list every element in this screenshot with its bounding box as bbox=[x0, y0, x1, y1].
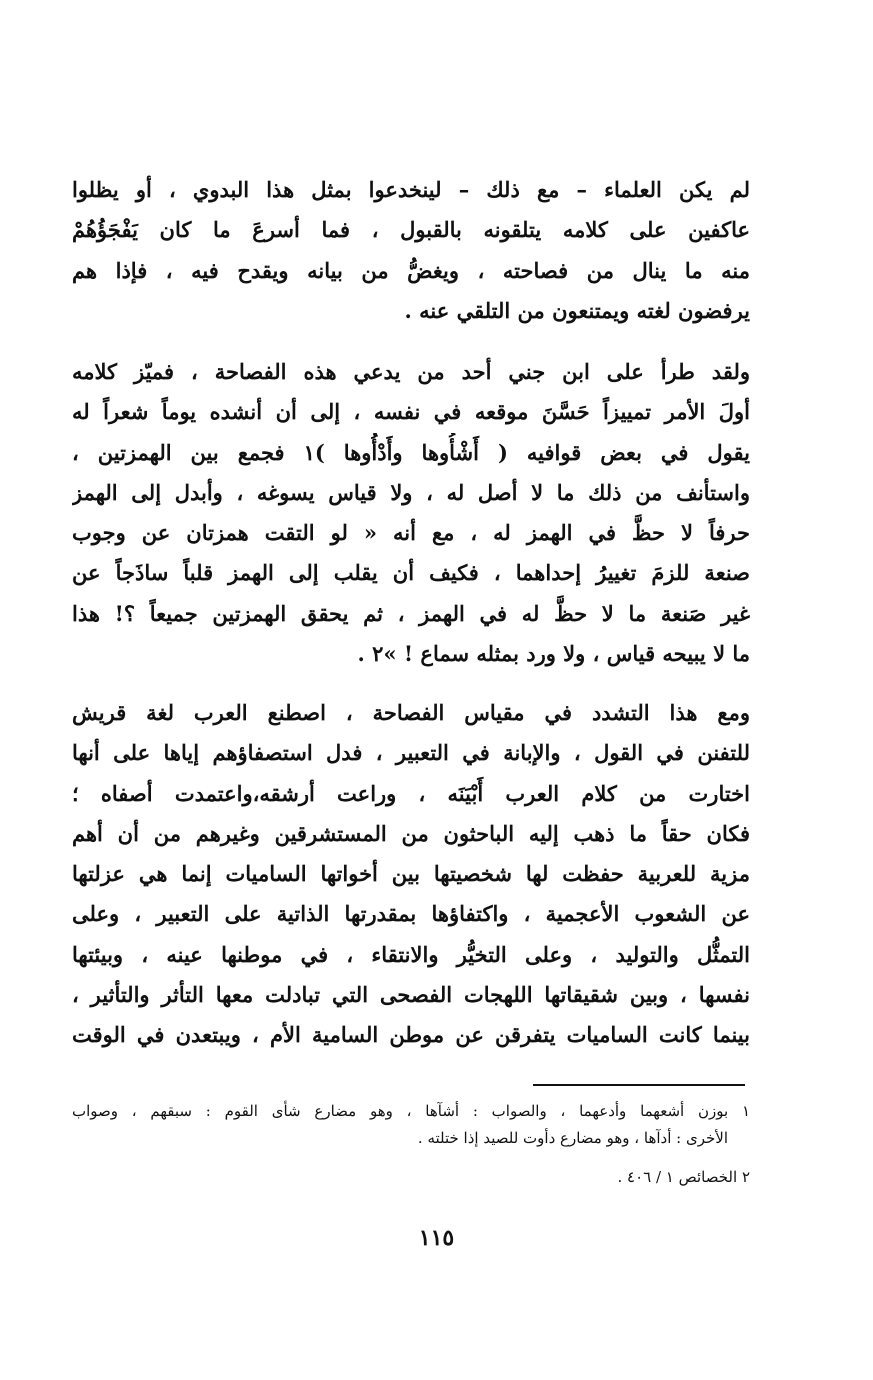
paragraph-1 bbox=[72, 170, 750, 331]
text-line: بينما كانت الساميات يتفرقن عن موطن السامية الأم ، ويبتعدن في الوقت bbox=[72, 1022, 750, 1048]
text-line: عاكفين على كلامه يتلقونه بالقبول ، فما أسرعَ ما كان يَفْجَؤُهُمْ bbox=[72, 217, 750, 243]
text-line: للتفنن في القول ، والإبانة في التعبير ، فدل استصفاؤهم إياها على أنها bbox=[72, 740, 750, 766]
text-line: التمثُّل والتوليد ، وعلى التخيُّر والانتقاء ، في موطنها عينه ، وبيئتها bbox=[72, 941, 750, 967]
text-line: مزية للعربية حفظت لها شخصيتها بين أخواتها الساميات إنما هي عزلتها bbox=[72, 861, 750, 887]
text-line: صنعة للزمَ تغييرُ إحداهما ، فكيف أن يقلب إلى الهمز قلباً ساذَجاً عن bbox=[72, 560, 750, 586]
text-line: عن الشعوب الأعجمية ، واكتفاؤها بمقدرتها الذاتية على التعبير ، وعلى bbox=[72, 901, 750, 927]
paragraph-3 bbox=[72, 693, 750, 1056]
text-line: لم يكن العلماء – مع ذلك – لينخدعوا بمثل هذا البدوي ، أو يظلوا bbox=[72, 177, 750, 202]
text-line: نفسها ، وبين شقيقاتها اللهجات الفصحى التي تبادلت معها التأثر والتأثير ، bbox=[72, 982, 750, 1008]
text-line: غير صَنعة ما لا حظَّ له في الهمز ، ثم يحقق الهمزتين جميعاً ؟! هذا bbox=[72, 600, 750, 626]
text-line: أولَ الأمر تمييزاً حَسَّنَ موقعه في نفسه ، إلى أن أنشده يوماً شعراً له bbox=[72, 399, 750, 425]
page-number: ١١٥ bbox=[418, 1225, 455, 1251]
footnote-2-line: ٢ الخصائص ١ / ٤٠٦ . bbox=[617, 1168, 750, 1186]
text-line: واستأنف من ذلك ما لا أصل له ، ولا قياس يسوغه ، وأبدل إلى الهمز bbox=[72, 479, 750, 505]
text-line: يقول في بعض قوافيه ( أَشْأُوها وأَدْأُوها )١ فجمع بين الهمزتين ، bbox=[72, 439, 750, 465]
text-line: حرفاً لا حظَّ في الهمز له ، مع أنه « لو التقت همزتان عن وجوب bbox=[72, 520, 750, 546]
text-line: ما لا يبيحه قياس ، ولا ورد بمثله سماع ! »٢ . bbox=[357, 641, 750, 667]
footnotes bbox=[72, 1098, 750, 1191]
footnote-gap bbox=[72, 1152, 750, 1164]
text-line: فكان حقاً ما ذهب إليه الباحثون من المستشرقين وغيرهم من أن أهم bbox=[72, 820, 750, 846]
footnote-divider bbox=[533, 1084, 745, 1086]
text-line: اختارت من كلام العرب أَبْيَنَه ، وراعت أرشقه،واعتمدت أصفاه ؛ bbox=[72, 780, 750, 806]
paragraph-2 bbox=[72, 352, 750, 674]
footnote-1-line: الأخرى : أدآها ، وهو مضارع دأوت للصيد إذا ختلته . bbox=[417, 1129, 728, 1147]
text-line: ولقد طرأ على ابن جني أحد من يدعي هذه الفصاحة ، فميّز كلامه bbox=[72, 359, 750, 384]
text-line: ومع هذا التشدد في مقياس الفصاحة ، اصطنع العرب لغة قريش bbox=[72, 700, 750, 725]
text-line: منه ما ينال من فصاحته ، ويغضُّ من بيانه ويقدح فيه ، فإذا هم bbox=[72, 257, 750, 283]
text-line: يرفضون لغته ويمتنعون من التلقي عنه . bbox=[404, 297, 750, 323]
footnote-1-line: ١ بوزن أشعهما وأدعهما ، والصواب : أشآها ، وهو مضارع شأى القوم : سبقهم ، وصواب bbox=[72, 1102, 750, 1120]
